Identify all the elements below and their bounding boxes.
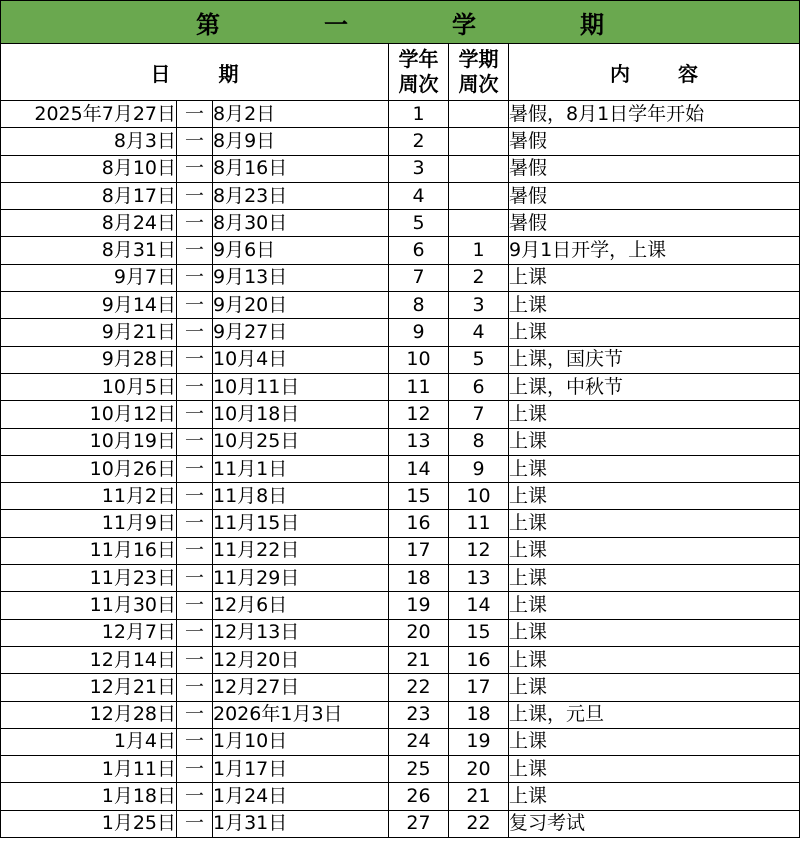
content-cell: 上课 (509, 783, 800, 810)
year-week-cell: 22 (389, 674, 449, 701)
year-week-cell: 2 (389, 128, 449, 155)
year-week-cell: 14 (389, 455, 449, 482)
year-week-cell: 17 (389, 537, 449, 564)
date-separator-cell: 一 (177, 483, 213, 510)
date-separator-cell: 一 (177, 728, 213, 755)
content-cell: 上课 (509, 292, 800, 319)
content-cell: 上课 (509, 401, 800, 428)
date-end-cell: 12月20日 (213, 646, 389, 673)
date-separator-cell: 一 (177, 510, 213, 537)
year-week-cell: 3 (389, 155, 449, 182)
content-cell: 暑假 (509, 155, 800, 182)
date-separator-cell: 一 (177, 592, 213, 619)
date-separator-cell: 一 (177, 537, 213, 564)
date-start-cell: 12月21日 (1, 674, 177, 701)
year-week-cell: 19 (389, 592, 449, 619)
date-separator-cell: 一 (177, 373, 213, 400)
term-week-cell: 16 (449, 646, 509, 673)
table-row (1, 401, 800, 428)
date-separator-cell: 一 (177, 210, 213, 237)
year-week-cell: 13 (389, 428, 449, 455)
year-week-cell: 27 (389, 810, 449, 837)
content-cell: 上课，中秋节 (509, 373, 800, 400)
term-week-cell: 14 (449, 592, 509, 619)
date-end-cell: 1月17日 (213, 756, 389, 783)
date-end-cell: 9月20日 (213, 292, 389, 319)
year-week-cell: 15 (389, 483, 449, 510)
term-week-cell (449, 182, 509, 209)
date-end-cell: 11月15日 (213, 510, 389, 537)
content-cell: 上课 (509, 537, 800, 564)
year-week-cell: 18 (389, 565, 449, 592)
date-start-cell: 11月9日 (1, 510, 177, 537)
date-start-cell: 12月14日 (1, 646, 177, 673)
term-week-cell: 3 (449, 292, 509, 319)
table-row (1, 810, 800, 837)
date-end-cell: 1月31日 (213, 810, 389, 837)
year-week-header: 学年 周次 (389, 44, 449, 101)
date-start-cell: 8月31日 (1, 237, 177, 264)
date-start-cell: 9月14日 (1, 292, 177, 319)
date-separator-cell: 一 (177, 565, 213, 592)
date-separator-cell: 一 (177, 619, 213, 646)
table-row (1, 237, 800, 264)
term-week-cell: 13 (449, 565, 509, 592)
content-cell: 上课 (509, 319, 800, 346)
table-row (1, 128, 800, 155)
title-row (1, 1, 800, 44)
date-start-cell: 11月30日 (1, 592, 177, 619)
table-row (1, 373, 800, 400)
date-separator-cell: 一 (177, 428, 213, 455)
content-cell: 上课 (509, 756, 800, 783)
term-week-cell: 5 (449, 346, 509, 373)
date-separator-cell: 一 (177, 346, 213, 373)
table-row (1, 674, 800, 701)
date-start-cell: 9月7日 (1, 264, 177, 291)
date-separator-cell: 一 (177, 155, 213, 182)
date-end-cell: 12月27日 (213, 674, 389, 701)
table-row (1, 646, 800, 673)
year-week-cell: 16 (389, 510, 449, 537)
content-cell: 暑假 (509, 128, 800, 155)
table-row (1, 510, 800, 537)
term-week-cell: 8 (449, 428, 509, 455)
term-week-cell: 20 (449, 756, 509, 783)
content-cell: 上课 (509, 483, 800, 510)
date-start-cell: 8月10日 (1, 155, 177, 182)
table-row (1, 537, 800, 564)
date-separator-cell: 一 (177, 756, 213, 783)
content-cell: 9月1日开学，上课 (509, 237, 800, 264)
table-row (1, 101, 800, 128)
date-start-cell: 10月26日 (1, 455, 177, 482)
year-week-cell: 21 (389, 646, 449, 673)
date-separator-cell: 一 (177, 646, 213, 673)
date-end-cell: 12月6日 (213, 592, 389, 619)
date-end-cell: 8月23日 (213, 182, 389, 209)
date-end-cell: 10月25日 (213, 428, 389, 455)
content-cell: 上课 (509, 674, 800, 701)
content-cell: 上课 (509, 619, 800, 646)
content-cell: 上课 (509, 592, 800, 619)
term-week-cell (449, 128, 509, 155)
date-start-cell: 11月16日 (1, 537, 177, 564)
term-week-cell: 2 (449, 264, 509, 291)
term-week-cell: 19 (449, 728, 509, 755)
date-separator-cell: 一 (177, 783, 213, 810)
content-cell: 暑假，8月1日学年开始 (509, 101, 800, 128)
content-cell: 暑假 (509, 210, 800, 237)
semester-title (1, 1, 800, 44)
date-start-cell: 11月23日 (1, 565, 177, 592)
date-start-cell: 8月3日 (1, 128, 177, 155)
content-cell: 上课 (509, 428, 800, 455)
content-cell: 上课 (509, 455, 800, 482)
year-week-cell: 20 (389, 619, 449, 646)
table-row (1, 483, 800, 510)
term-week-cell: 15 (449, 619, 509, 646)
date-separator-cell: 一 (177, 182, 213, 209)
term-week-cell: 11 (449, 510, 509, 537)
date-start-cell: 10月19日 (1, 428, 177, 455)
date-start-cell: 11月2日 (1, 483, 177, 510)
term-week-cell: 6 (449, 373, 509, 400)
date-end-cell: 8月2日 (213, 101, 389, 128)
date-end-cell: 11月1日 (213, 455, 389, 482)
content-cell: 上课 (509, 646, 800, 673)
year-week-cell: 11 (389, 373, 449, 400)
year-week-cell: 1 (389, 101, 449, 128)
content-cell: 暑假 (509, 182, 800, 209)
term-week-cell: 1 (449, 237, 509, 264)
year-week-cell: 7 (389, 264, 449, 291)
date-end-cell: 9月13日 (213, 264, 389, 291)
date-end-cell: 10月18日 (213, 401, 389, 428)
date-start-cell: 10月5日 (1, 373, 177, 400)
date-separator-cell: 一 (177, 292, 213, 319)
table-row (1, 455, 800, 482)
date-separator-cell: 一 (177, 101, 213, 128)
date-end-cell: 8月30日 (213, 210, 389, 237)
term-week-cell: 18 (449, 701, 509, 728)
date-start-cell: 1月11日 (1, 756, 177, 783)
content-cell: 上课 (509, 565, 800, 592)
title-char: 第 (196, 10, 220, 39)
year-week-cell: 12 (389, 401, 449, 428)
table-row (1, 346, 800, 373)
term-week-cell: 4 (449, 319, 509, 346)
table-row (1, 292, 800, 319)
year-week-cell: 6 (389, 237, 449, 264)
date-separator-cell: 一 (177, 401, 213, 428)
content-cell: 上课，元旦 (509, 701, 800, 728)
term-week-cell: 12 (449, 537, 509, 564)
date-start-cell: 12月28日 (1, 701, 177, 728)
date-end-cell: 9月27日 (213, 319, 389, 346)
table-row (1, 728, 800, 755)
date-end-cell: 11月22日 (213, 537, 389, 564)
year-week-cell: 8 (389, 292, 449, 319)
date-start-cell: 1月18日 (1, 783, 177, 810)
date-start-cell: 8月24日 (1, 210, 177, 237)
date-start-cell: 8月17日 (1, 182, 177, 209)
date-end-cell: 12月13日 (213, 619, 389, 646)
title-char: 学 (452, 10, 476, 39)
header-row (1, 44, 800, 101)
year-week-cell: 9 (389, 319, 449, 346)
date-end-cell: 1月10日 (213, 728, 389, 755)
date-separator-cell: 一 (177, 237, 213, 264)
term-week-cell: 9 (449, 455, 509, 482)
table-row (1, 783, 800, 810)
table-row (1, 182, 800, 209)
date-start-cell: 10月12日 (1, 401, 177, 428)
content-cell: 上课，国庆节 (509, 346, 800, 373)
date-separator-cell: 一 (177, 701, 213, 728)
date-separator-cell: 一 (177, 674, 213, 701)
date-end-cell: 2026年1月3日 (213, 701, 389, 728)
term-week-cell: 21 (449, 783, 509, 810)
year-week-cell: 10 (389, 346, 449, 373)
date-end-cell: 11月8日 (213, 483, 389, 510)
date-end-cell: 1月24日 (213, 783, 389, 810)
term-week-cell (449, 155, 509, 182)
table-row (1, 565, 800, 592)
date-end-cell: 10月11日 (213, 373, 389, 400)
title-char: 期 (580, 10, 604, 39)
year-week-cell: 25 (389, 756, 449, 783)
term-week-cell: 22 (449, 810, 509, 837)
date-separator-cell: 一 (177, 319, 213, 346)
term-week-cell (449, 101, 509, 128)
date-header: 日期 (1, 44, 389, 101)
year-week-cell: 4 (389, 182, 449, 209)
table-row (1, 210, 800, 237)
table-row (1, 592, 800, 619)
date-end-cell: 8月16日 (213, 155, 389, 182)
content-cell: 复习考试 (509, 810, 800, 837)
term-week-cell: 7 (449, 401, 509, 428)
term-week-header: 学期 周次 (449, 44, 509, 101)
table-row (1, 155, 800, 182)
year-week-cell: 5 (389, 210, 449, 237)
year-week-cell: 23 (389, 701, 449, 728)
date-separator-cell: 一 (177, 810, 213, 837)
date-start-cell: 9月28日 (1, 346, 177, 373)
content-cell: 上课 (509, 510, 800, 537)
title-char: 一 (324, 10, 348, 39)
term-week-cell: 17 (449, 674, 509, 701)
date-start-cell: 12月7日 (1, 619, 177, 646)
table-row (1, 264, 800, 291)
term-week-cell: 10 (449, 483, 509, 510)
date-separator-cell: 一 (177, 128, 213, 155)
table-row (1, 428, 800, 455)
date-start-cell: 1月25日 (1, 810, 177, 837)
content-header: 内容 (509, 44, 800, 101)
table-row (1, 619, 800, 646)
table-row (1, 701, 800, 728)
content-cell: 上课 (509, 264, 800, 291)
term-week-cell (449, 210, 509, 237)
date-end-cell: 10月4日 (213, 346, 389, 373)
date-end-cell: 11月29日 (213, 565, 389, 592)
date-separator-cell: 一 (177, 264, 213, 291)
year-week-cell: 26 (389, 783, 449, 810)
date-end-cell: 8月9日 (213, 128, 389, 155)
date-separator-cell: 一 (177, 455, 213, 482)
table-row (1, 319, 800, 346)
table-row (1, 756, 800, 783)
year-week-cell: 24 (389, 728, 449, 755)
date-start-cell: 9月21日 (1, 319, 177, 346)
date-start-cell: 2025年7月27日 (1, 101, 177, 128)
date-end-cell: 9月6日 (213, 237, 389, 264)
date-start-cell: 1月4日 (1, 728, 177, 755)
content-cell: 上课 (509, 728, 800, 755)
